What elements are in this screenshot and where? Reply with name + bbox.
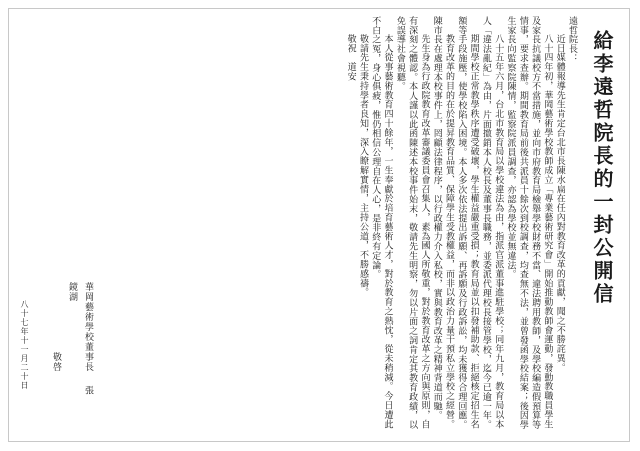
paragraph: 先生身為行政院教育改革審議委員會召集人，素為國人所敬重，對於教育改革之方向與原則，自有深刻之體認。本人謹以此函陳述本校事件始末，敬請先生明察，勿以片面之詞肯定其教育政績，以免誤導社會視聽。: [394, 16, 430, 430]
signature-block: [32, 282, 96, 402]
letter-title: 給李遠哲院長的一封公開信: [590, 30, 614, 306]
paragraph: 教育改革的目的在於提昇教育品質、保障學生受教權益，而非以政治力量干預私立學校之經營。陳市長在處理本校事件上，罔顧法律程序，以行政權力介入私校，實與教育改革之精神背道而馳。: [431, 16, 455, 429]
signer-name: 張鏡湖: [67, 282, 93, 396]
paragraph: 敬請先生秉持學者良知，深入瞭解實情，主持公道，不勝感禱。: [357, 34, 368, 298]
signer-suffix: 敬啓: [51, 352, 61, 372]
signer-organization: 華岡藝術學校董事長: [83, 282, 93, 372]
paragraph: 八十五年六月，台北市教育局以學校違法為由，指派官派董事進駐學校；同年九月，教育局以本人「違法亂紀」為由，片面撤銷本人校長及董事長職務，並委派代理校長接管學校，迄今已逾一年。: [480, 16, 504, 430]
closing: 敬祝 道安: [345, 34, 356, 81]
paragraph: 期間學校正常教學秩序遭受破壞，學生權益嚴重受損；教育局並以扣發補助款、拒絕核定招生名額等手段施壓，使學校陷入困境。本人多次依法提出訴願、再訴願及行政訴訟，均未獲得合理回應。: [456, 16, 479, 430]
letter-body: [12, 16, 578, 434]
paragraph: 本人從事藝術教育四十餘年，一生奉獻於培育藝術人才，對於教育之熱忱，從未稍減。今日遭此不白之冤，身心俱疲，惟仍相信公理自在人心，是非終有定論。: [370, 16, 393, 429]
letter-date: 八十七年十一月二十日: [20, 300, 29, 390]
paragraph: 近日媒體報導先生肯定台北市長陳水扁在任內對教育改革的貢獻，聞之不勝詫異。: [554, 34, 565, 373]
paragraph: 八十四年初，華岡藝術學校教師成立「專業藝術研究會」開始推動教師會運動，發動教職員學生及家長抗議校方不當措施，並向市府教育局檢舉學校財務不當、違法聘用教師，及學校編造假預算等情事，要求查辦。期間教育局前後共派員十餘次到校調查，均查無不法，並曾發函學校結案；後因學生家長向監察院陳情，監察院派員調查，亦認為學校並無違法。: [505, 16, 553, 430]
salutation: 遠哲院長：: [567, 16, 577, 63]
